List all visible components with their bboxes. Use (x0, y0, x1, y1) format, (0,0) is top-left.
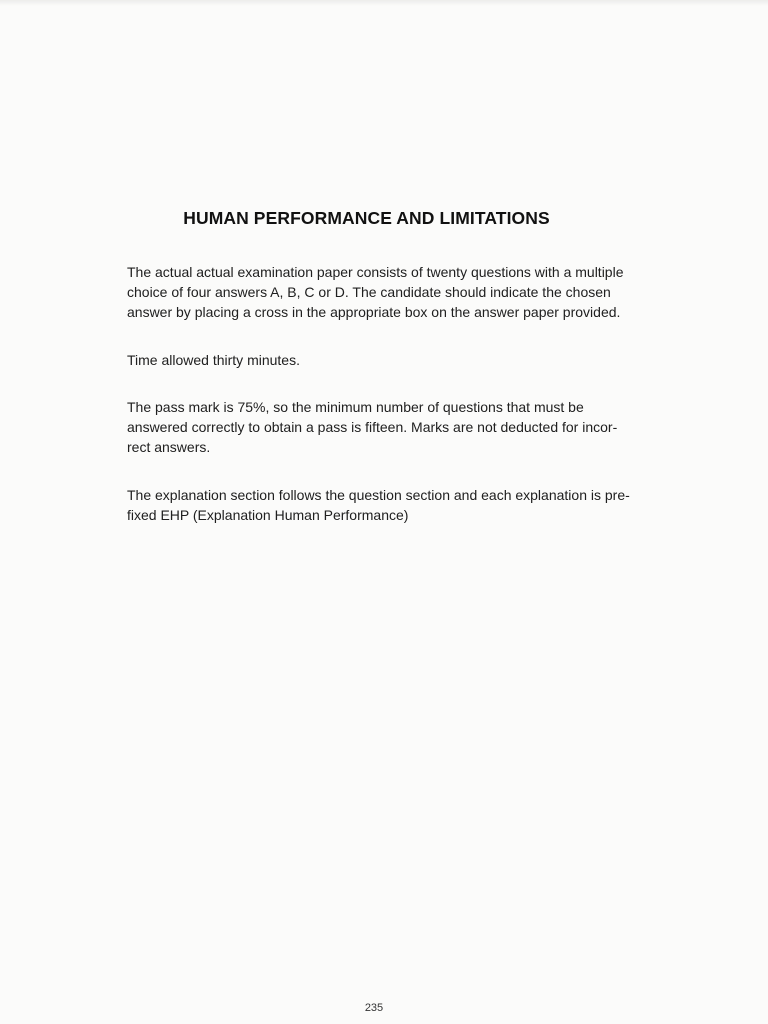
paragraph-explanation-section (127, 485, 630, 525)
text-line: choice of four answers A, B, C or D. The candidate should indicate the chosen (127, 284, 611, 300)
text-line: rect answers. (127, 439, 211, 455)
paragraph-pass-mark (127, 397, 618, 457)
text-line: The pass mark is 75%, so the minimum number of questions that must be (127, 399, 584, 415)
text-line: answered correctly to obtain a pass is fifteen. Marks are not deducted for incor- (127, 419, 618, 435)
text-line: Time allowed thirty minutes. (127, 352, 300, 368)
text-line: The actual actual examination paper consists of twenty questions with a multiple (127, 264, 624, 280)
page-number: 235 (364, 1002, 384, 1014)
page-title: HUMAN PERFORMANCE AND LIMITATIONS (183, 208, 550, 228)
text-line: fixed EHP (Explanation Human Performance) (127, 507, 409, 523)
paragraph-exam-format (127, 262, 624, 322)
text-line: answer by placing a cross in the appropriate box on the answer paper provided. (127, 304, 621, 320)
paragraph-time-allowed (127, 350, 612, 370)
text-line: The explanation section follows the question section and each explanation is pre- (127, 487, 630, 503)
scan-edge-shadow (0, 0, 768, 6)
